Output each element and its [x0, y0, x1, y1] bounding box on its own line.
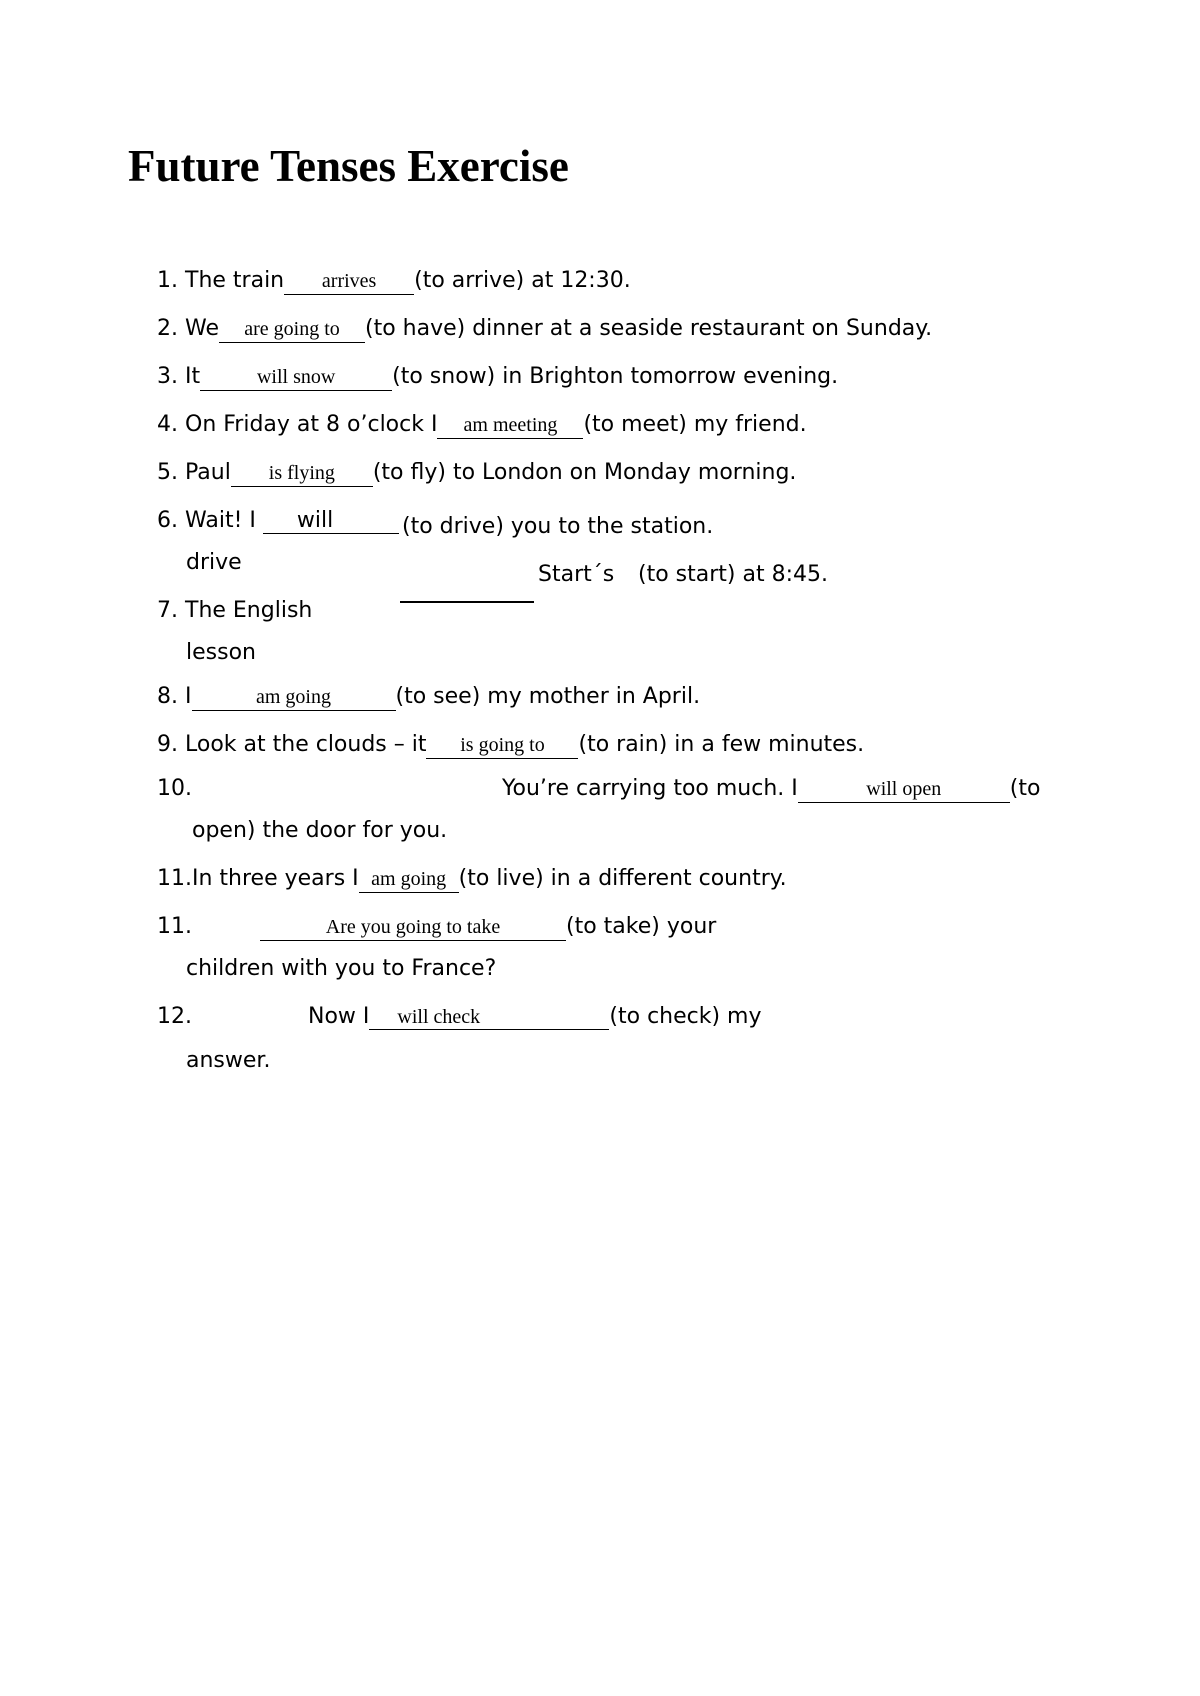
item-number: 9. — [157, 732, 178, 757]
item-text-continuation: children with you to France? — [186, 956, 497, 981]
item-text: (to start) at 8:45. — [638, 562, 828, 587]
answer-blank: will check — [369, 1006, 609, 1030]
item-text: (to — [1009, 776, 1041, 801]
exercise-item — [157, 682, 700, 712]
item-text: (to live) in a different country. — [458, 866, 787, 891]
answer-blank: arrives — [284, 270, 414, 295]
item-number: 10. — [157, 776, 192, 801]
answer-blank: am going — [192, 686, 396, 711]
item-text: The English — [185, 598, 313, 623]
answer-continuation: drive — [186, 550, 242, 575]
item-text: (to snow) in Brighton tomorrow evening. — [392, 364, 839, 389]
item-number: 11. — [157, 866, 192, 891]
exercise-item — [260, 912, 716, 942]
answer-blank: will — [263, 510, 399, 534]
item-text: (to have) dinner at a seaside restaurant on Sunday. — [365, 316, 933, 341]
answer-blank: will snow — [200, 366, 392, 391]
item-text: Look at the clouds – it — [185, 732, 427, 757]
item-text: I — [185, 684, 192, 709]
exercise-item — [157, 362, 838, 392]
item-text: The train — [185, 268, 285, 293]
item-text: (to see) my mother in April. — [395, 684, 701, 709]
answer-blank: will open — [798, 778, 1010, 803]
exercise-item — [308, 1002, 762, 1032]
exercise-item — [502, 774, 1040, 804]
answer-blank: are going to — [219, 318, 365, 343]
item-number: 11. — [157, 914, 192, 939]
item-number: 7. — [157, 598, 178, 623]
answer-blank: is flying — [231, 462, 373, 487]
answer-blank: am going — [359, 868, 459, 893]
item-text-continuation: open) the door for you. — [192, 818, 448, 843]
exercise-item — [157, 864, 787, 894]
item-text: (to arrive) at 12:30. — [414, 268, 631, 293]
exercise-item — [157, 266, 631, 296]
item-number: 3. — [157, 364, 178, 389]
item-number: 12. — [157, 1004, 192, 1029]
item-text: (to fly) to London on Monday morning. — [372, 460, 797, 485]
item-text-continuation: lesson — [186, 640, 256, 665]
exercise-item — [157, 314, 932, 344]
item-text: You’re carrying too much. I — [502, 776, 798, 801]
item-text-continuation: answer. — [186, 1048, 271, 1073]
exercise-item — [157, 506, 399, 536]
item-text: Wait! I — [185, 508, 256, 533]
item-number: 8. — [157, 684, 178, 709]
exercise-item — [157, 596, 312, 626]
item-number: 2. — [157, 316, 178, 341]
exercise-item — [157, 730, 864, 760]
item-text: (to check) my — [609, 1004, 762, 1029]
item-number: 5. — [157, 460, 178, 485]
answer-blank — [400, 601, 534, 603]
item-text: It — [185, 364, 201, 389]
item-text: (to meet) my friend. — [583, 412, 807, 437]
item-text: Now I — [308, 1004, 370, 1029]
item-number: 4. — [157, 412, 178, 437]
answer-blank: am meeting — [437, 414, 583, 439]
answer-text: Start´s — [538, 562, 615, 587]
item-text: (to rain) in a few minutes. — [578, 732, 865, 757]
page-title: Future Tenses Exercise — [128, 141, 569, 191]
item-text: We — [185, 316, 219, 341]
item-number: 1. — [157, 268, 178, 293]
item-text: (to drive) you to the station. — [402, 514, 714, 539]
item-text: Paul — [185, 460, 231, 485]
answer-blank: is going to — [426, 734, 578, 759]
item-text: (to take) your — [566, 914, 717, 939]
item-number: 6. — [157, 508, 178, 533]
exercise-item — [157, 410, 807, 440]
answer-blank: Are you going to take — [260, 916, 566, 941]
exercise-item — [157, 458, 796, 488]
item-text: On Friday at 8 o’clock I — [185, 412, 438, 437]
item-text: In three years I — [192, 866, 359, 891]
